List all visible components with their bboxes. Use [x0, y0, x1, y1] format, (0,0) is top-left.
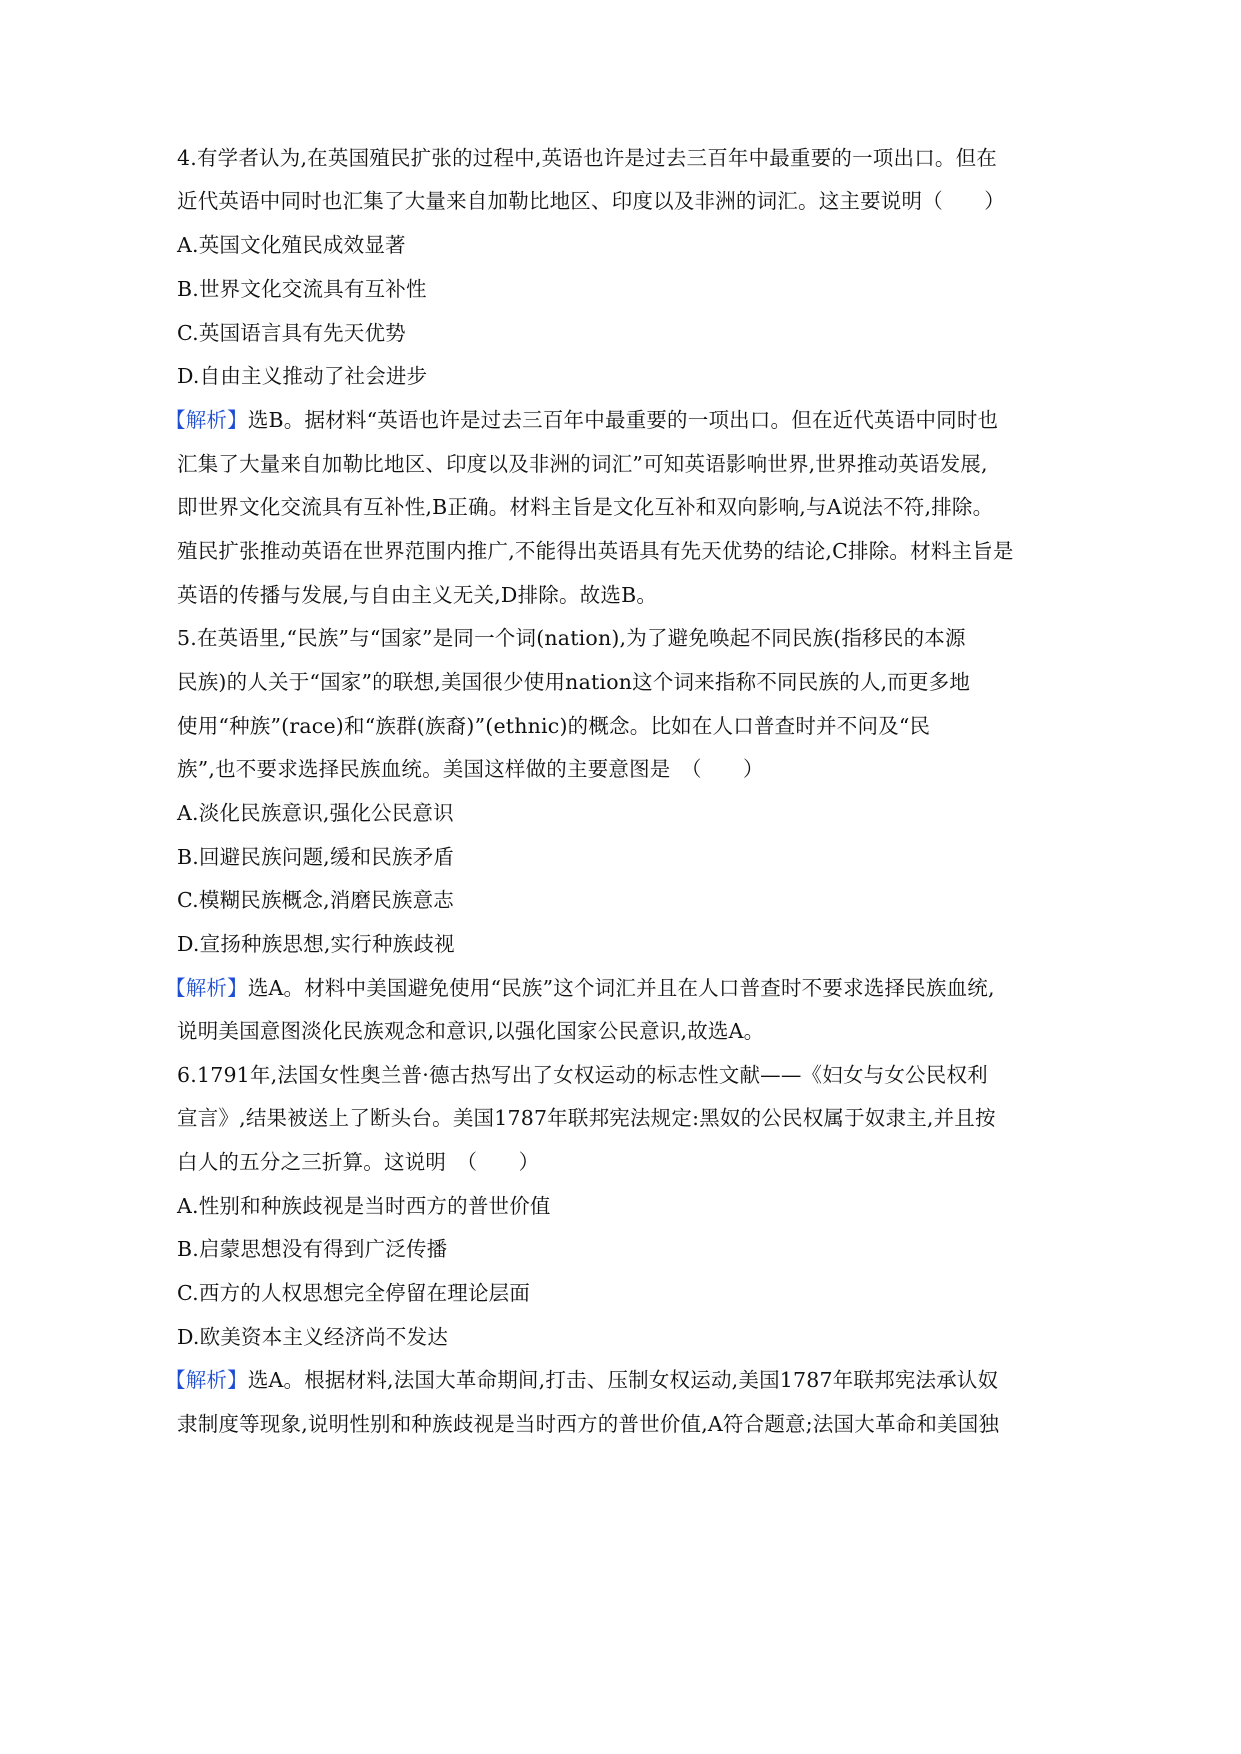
q4-analysis-text-1: 选B。据材料“英语也许是过去三百年中最重要的一项出口。但在近代英语中同时也: [247, 408, 999, 432]
q6-analysis-line-2: 隶制度等现象,说明性别和种族歧视是当时西方的普世价值,A符合题意;法国大革命和美国独: [177, 1412, 1000, 1436]
q6-analysis-line-1: [165, 1365, 1065, 1395]
q5-analysis-line-2: 说明美国意图淡化民族观念和意识,以强化国家公民意识,故选A。: [177, 1019, 765, 1043]
q4-analysis-line-5: 英语的传播与发展,与自由主义无关,D排除。故选B。: [177, 583, 658, 607]
q5-analysis-line-1: [165, 973, 1065, 1003]
q5-option-b: B.回避民族问题,缓和民族矛盾: [177, 845, 455, 869]
q5-stem-line-2: 民族)的人关于“国家”的联想,美国很少使用nation这个词来指称不同民族的人,而更多地: [177, 670, 971, 694]
q4-option-a: A.英国文化殖民成效显著: [177, 233, 406, 257]
q4-analysis-line-1: [165, 405, 1065, 435]
analysis-tag: 【解析】: [165, 976, 248, 1000]
analysis-tag: 【解析】: [165, 1368, 248, 1392]
q6-option-b: B.启蒙思想没有得到广泛传播: [177, 1237, 448, 1261]
q6-analysis-text-1: 选A。根据材料,法国大革命期间,打击、压制女权运动,美国1787年联邦宪法承认奴: [247, 1368, 999, 1392]
q4-analysis-line-2: 汇集了大量来自加勒比地区、印度以及非洲的词汇”可知英语影响世界,世界推动英语发展,: [177, 452, 988, 476]
q4-option-b: B.世界文化交流具有互补性: [177, 277, 427, 301]
q4-option-d: D.自由主义推动了社会进步: [177, 364, 428, 388]
q5-stem-line-3: 使用“种族”(race)和“族群(族裔)”(ethnic)的概念。比如在人口普查时并不问及“民: [177, 714, 931, 738]
q6-stem-line-3: 白人的五分之三折算。这说明 （ ）: [177, 1150, 540, 1174]
q5-analysis-text-1: 选A。材料中美国避免使用“民族”这个词汇并且在人口普查时不要求选择民族血统,: [247, 976, 995, 1000]
q4-stem-line-2: 近代英语中同时也汇集了大量来自加勒比地区、印度以及非洲的词汇。这主要说明（ ）: [177, 189, 1005, 213]
q4-analysis-line-3: 即世界文化交流具有互补性,B正确。材料主旨是文化互补和双向影响,与A说法不符,排除。: [177, 495, 994, 519]
q4-option-c: C.英国语言具有先天优势: [177, 321, 406, 345]
q5-stem-line-4: 族”,也不要求选择民族血统。美国这样做的主要意图是 （ ）: [177, 757, 764, 781]
q6-stem-line-1: 6.1791年,法国女性奥兰普·德古热写出了女权运动的标志性文献——《妇女与女公民权利: [177, 1063, 988, 1087]
q6-option-d: D.欧美资本主义经济尚不发达: [177, 1325, 449, 1349]
q4-analysis-line-4: 殖民扩张推动英语在世界范围内推广,不能得出英语具有先天优势的结论,C排除。材料主旨是: [177, 539, 1014, 563]
q6-stem-line-2: 宣言》,结果被送上了断头台。美国1787年联邦宪法规定:黑奴的公民权属于奴隶主,并且按: [177, 1106, 996, 1130]
q5-stem-line-1: 5.在英语里,“民族”与“国家”是同一个词(nation),为了避免唤起不同民族(指移民的本源: [177, 626, 966, 650]
analysis-tag: 【解析】: [165, 408, 248, 432]
q5-option-c: C.模糊民族概念,消磨民族意志: [177, 888, 454, 912]
q5-option-a: A.淡化民族意识,强化公民意识: [177, 801, 454, 825]
q4-stem-line-1: 4.有学者认为,在英国殖民扩张的过程中,英语也许是过去三百年中最重要的一项出口。但在: [177, 146, 997, 170]
q6-option-c: C.西方的人权思想完全停留在理论层面: [177, 1281, 531, 1305]
q5-option-d: D.宣扬种族思想,实行种族歧视: [177, 932, 455, 956]
q6-option-a: A.性别和种族歧视是当时西方的普世价值: [177, 1194, 551, 1218]
